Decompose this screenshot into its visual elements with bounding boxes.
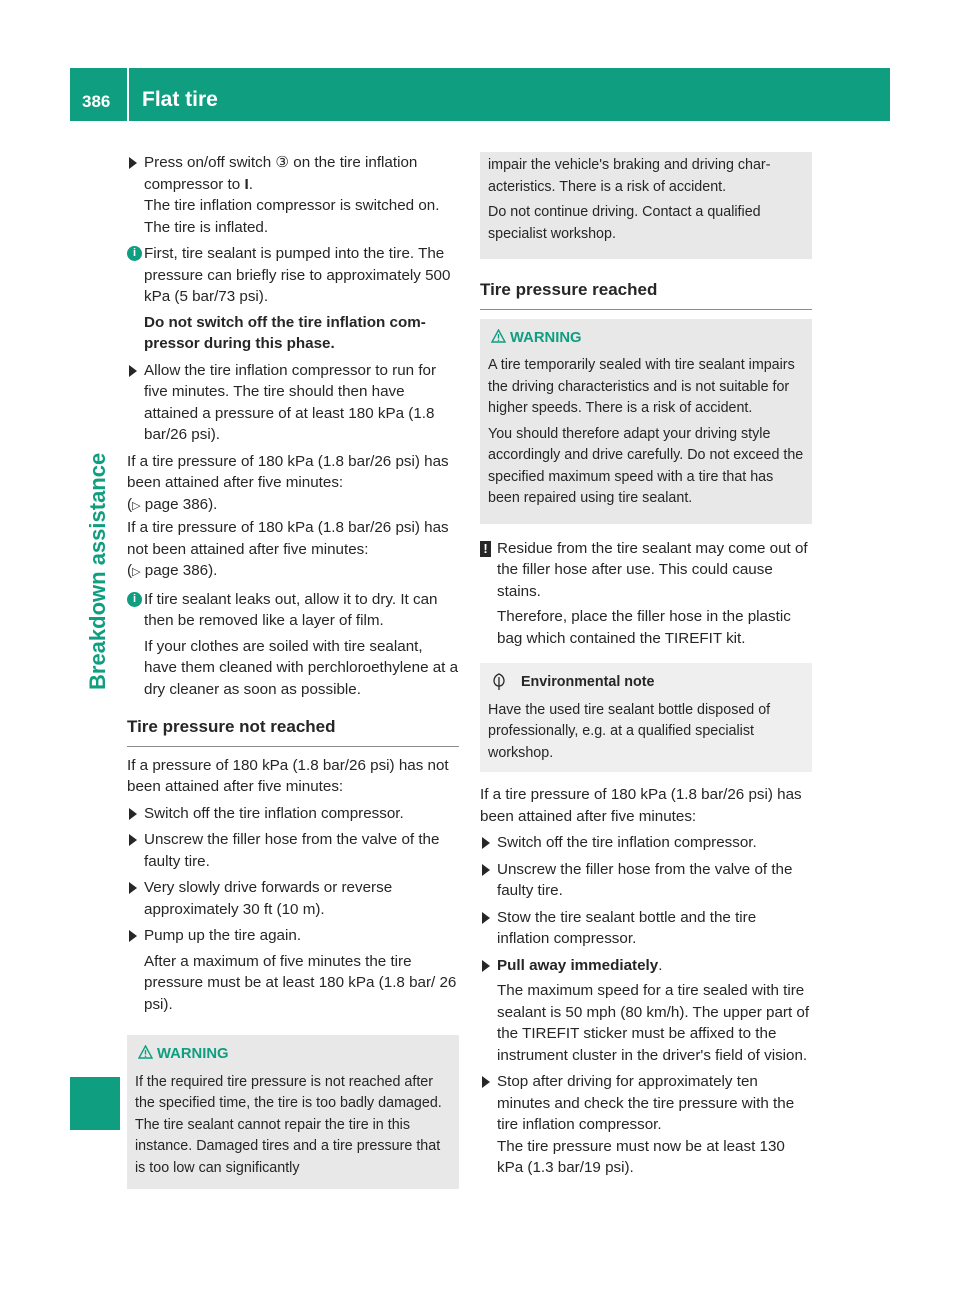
warning-title: WARNING: [157, 1046, 229, 1062]
step-arrow-icon: [482, 912, 490, 924]
step-stow-bottle: Stow the tire sealant bottle and the tire inflation compressor.: [480, 907, 812, 950]
warning-box-damaged: [127, 1035, 459, 1189]
warning-triangle-icon: [138, 1045, 153, 1059]
right-column: [480, 152, 812, 1184]
circled-3-icon: ③: [275, 154, 290, 171]
step-switch-off: Switch off the tire inflation compressor.: [127, 803, 459, 825]
step-stop-check: Stop after driving for approximately ten minutes and check the tire pressure with the tire inflation compressor. The tire pressure must now be at least 130 kPa (1.3 bar/19 psi).: [480, 1071, 812, 1179]
step-press-switch: Press on/off switch ③ on the tire inflation compressor to I. The tire inflation compressor is switched on. The tire is inflated.: [127, 152, 459, 238]
step-drive-slowly: Very slowly drive forwards or reverse approximately 30 ft (10 m).: [127, 877, 459, 920]
step-switch-off: Switch off the tire inflation compressor.: [480, 832, 812, 854]
step-arrow-icon: [482, 1076, 490, 1088]
info-note-leak: i If tire sealant leaks out, allow it to dry. It can then be removed like a layer of film. If your clothes are soiled with tire sealant, have them cleaned with perchloroethylene at a dry cleaner as soon as possible.: [127, 589, 459, 701]
heading-not-reached: Tire pressure not reached: [127, 716, 459, 747]
step-arrow-icon: [129, 834, 137, 846]
step-unscrew-hose: Unscrew the filler hose from the valve of the faulty tire.: [480, 859, 812, 902]
warning-triangle-icon: [491, 329, 506, 343]
page-title: Flat tire: [142, 88, 218, 111]
page-ref-arrow-icon: ▷: [132, 566, 141, 578]
warning-box-sealed-tire: WARNING A tire temporarily sealed with tire sealant impairs the driving characteristics and is not suitable for higher speeds. There is a risk of accident. You should therefore adapt your driving style accordingly and drive carefully. Do not exceed the specified maximum speed with a tire that has been repaired using tire sealant.: [480, 319, 812, 524]
environmental-note-box: [480, 663, 812, 772]
environment-leaf-icon: [492, 673, 506, 691]
step-unscrew-hose: Unscrew the filler hose from the valve of the faulty tire.: [127, 829, 459, 872]
environmental-note-title: Environmental note: [521, 674, 655, 690]
info-note-pressure: i First, tire sealant is pumped into the tire. The pressure can briefly rise to approximately 500 kPa (5 bar/73 psi). Do not switch off the tire inflation compressor during this phase.: [127, 243, 459, 355]
side-tab-marker: [70, 1077, 120, 1130]
header-divider: [127, 68, 129, 121]
step-arrow-icon: [482, 837, 490, 849]
info-icon: i: [127, 246, 142, 261]
step-arrow-icon: [129, 157, 137, 169]
step-run-compressor: Allow the tire inflation compressor to run for five minutes. The tire should then have attained a pressure of at least 180 kPa (1.8 bar/26 psi).: [127, 360, 459, 446]
step-arrow-icon: [129, 882, 137, 894]
environmental-note-text: Have the used tire sealant bottle disposed of professionally, e.g. at a qualified specialist workshop.: [488, 701, 771, 761]
step-pump-again: Pump up the tire again. After a maximum of five minutes the tire pressure must be at least 180 kPa (1.8 bar/ 26 psi).: [127, 925, 459, 1015]
section-side-label: Breakdown assistance: [85, 452, 110, 690]
step-arrow-icon: [482, 864, 490, 876]
warning-text: If the required tire pressure is not reached after the specified time, the tire is too badly damaged. The tire sealant cannot repair the tire in this instance. Damaged tires and a tire pressure that is too low can significantly: [135, 1073, 442, 1176]
left-column: [127, 152, 459, 1197]
paragraph-not-attained: If a tire pressure of 180 kPa (1.8 bar/26 psi) has not been attained after five minutes: (▷ page 386).: [127, 519, 449, 579]
heading-reached: Tire pressure reached: [480, 279, 812, 310]
warning-box-continued: impair the vehicle's braking and driving characteristics. There is a risk of accident. Do not continue driving. Contact a qualified specialist workshop.: [480, 152, 812, 259]
paragraph-not-reached: If a pressure of 180 kPa (1.8 bar/26 psi) has not been attained after five minutes:: [127, 756, 449, 795]
paragraph-reached: If a tire pressure of 180 kPa (1.8 bar/26 psi) has been attained after five minutes:: [480, 786, 802, 825]
warning-title: WARNING: [510, 329, 582, 346]
info-icon: i: [127, 592, 142, 607]
exclamation-icon: !: [480, 541, 491, 557]
paragraph-attained: If a tire pressure of 180 kPa (1.8 bar/26 psi) has been attained after five minutes: (▷ page 386).: [127, 452, 449, 513]
page-number: 386: [82, 92, 111, 111]
page-ref-arrow-icon: ▷: [132, 499, 141, 512]
page-reference-link[interactable]: page 386).: [144, 495, 218, 513]
step-pull-away: Pull away immediately. The maximum speed for a tire sealed with tire sealant is 50 mph (80 km/h). The upper part of the TIREFIT sticker must be affixed to the instrument cluster in the driver's field of vision.: [480, 955, 812, 1067]
step-arrow-icon: [129, 365, 137, 377]
page-reference-link[interactable]: page 386).: [144, 562, 218, 579]
step-arrow-icon: [482, 960, 490, 972]
step-result: The tire inflation compressor is switched on. The tire is inflated.: [144, 197, 440, 236]
caution-note-residue: ! Residue from the tire sealant may come out of the filler hose after use. This could cause stains. Therefore, place the filler hose in the plastic bag which contained the TIREFIT kit.: [480, 538, 812, 650]
step-arrow-icon: [129, 808, 137, 820]
step-arrow-icon: [129, 930, 137, 942]
